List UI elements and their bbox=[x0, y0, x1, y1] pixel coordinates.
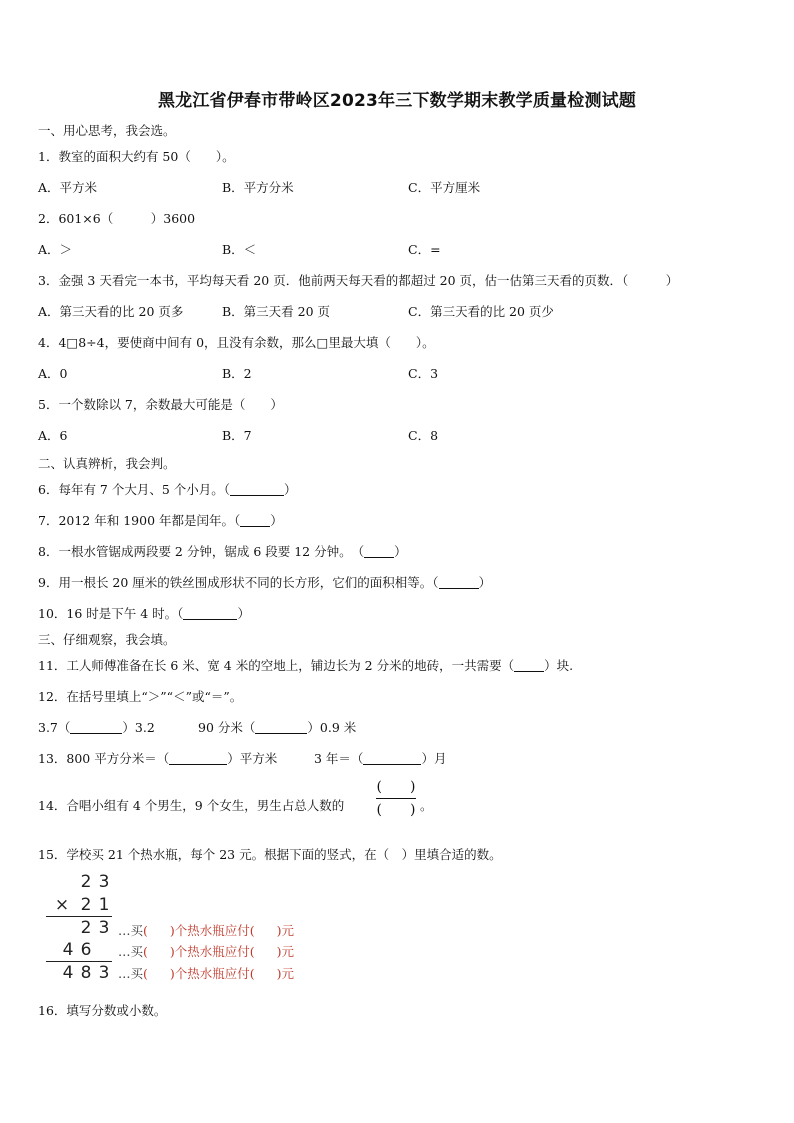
q12-part-2-right: ）0.9 米 bbox=[307, 720, 357, 735]
question-13-part-1 bbox=[38, 749, 277, 767]
q12-part-1-blank[interactable] bbox=[70, 721, 122, 734]
section-1-heading: 一、用心思考，我会选。 bbox=[38, 123, 176, 138]
q1-option-b[interactable]: B．平方分米 bbox=[222, 180, 294, 195]
calc-line bbox=[46, 961, 112, 962]
q6-answer-blank[interactable] bbox=[230, 483, 284, 496]
q8-text: 8．一根水管锯成两段要 2 分钟，锯成 6 段要 12 分钟。 （ bbox=[38, 544, 365, 559]
q11-text: 11．工人师傅准备在长 6 米、宽 4 米的空地上，铺边长为 2 分米的地砖，一共需要（ bbox=[38, 658, 515, 673]
question-2: 2．601×6（ ）3600 bbox=[38, 211, 196, 226]
q6-text: 6．每年有 7 个大月、5 个小月。（ bbox=[38, 482, 231, 497]
q3-option-a[interactable]: A．第三天看的比 20 页多 bbox=[38, 304, 184, 319]
note-close: )元 bbox=[276, 966, 295, 981]
q13-part-2-left: 3 年＝（ bbox=[314, 751, 364, 766]
question-8 bbox=[38, 542, 407, 560]
digit: 1 bbox=[98, 895, 110, 915]
digit: 2 bbox=[80, 895, 92, 915]
q1-option-a[interactable]: A．平方米 bbox=[38, 180, 98, 195]
q4-option-c[interactable]: C．3 bbox=[408, 366, 439, 381]
q13-part-1-blank[interactable] bbox=[169, 752, 227, 765]
digit: 3 bbox=[98, 872, 110, 892]
q12-part-2 bbox=[198, 718, 356, 736]
vertical-multiplication bbox=[44, 868, 364, 988]
q8-close: ） bbox=[394, 544, 407, 559]
question-12: 12．在括号里填上“＞”“＜”或“＝”。 bbox=[38, 689, 243, 704]
digit: 6 bbox=[80, 940, 92, 960]
note-open: ( bbox=[143, 966, 148, 981]
calc-line bbox=[46, 916, 112, 917]
calc-note-2 bbox=[118, 942, 294, 960]
question-5: 5．一个数除以 7，余数最大可能是（ ） bbox=[38, 397, 283, 412]
question-11 bbox=[38, 656, 573, 674]
q10-text: 10．16 时是下午 4 时。（ bbox=[38, 606, 184, 621]
calc-note-3 bbox=[118, 964, 294, 982]
note-prefix: …买 bbox=[118, 923, 144, 938]
q4-option-a[interactable]: A．0 bbox=[38, 366, 68, 381]
q10-answer-blank[interactable] bbox=[183, 607, 237, 620]
q2-option-b[interactable]: B．＜ bbox=[222, 242, 257, 257]
q13-part-1-left: 13．800 平方分米＝（ bbox=[38, 751, 170, 766]
q6-close: ） bbox=[284, 482, 297, 497]
q13-part-2-right: ）月 bbox=[421, 751, 447, 766]
q11-close: ）块. bbox=[544, 658, 574, 673]
q2-option-a[interactable]: A．＞ bbox=[38, 242, 73, 257]
q14-numerator-blank[interactable]: ( ) bbox=[376, 779, 416, 795]
q12-part-1 bbox=[38, 718, 155, 736]
question-4: 4．4□8÷4，要使商中间有 0，且没有余数，那么□里最大填（ ）。 bbox=[38, 335, 435, 350]
note-mid: )个热水瓶应付( bbox=[169, 966, 255, 981]
question-15: 15．学校买 21 个热水瓶，每个 23 元。根据下面的竖式，在（ ）里填合适的数。 bbox=[38, 847, 502, 862]
digit: 8 bbox=[80, 963, 92, 983]
q12-part-2-left: 90 分米（ bbox=[198, 720, 256, 735]
q10-close: ） bbox=[237, 606, 250, 621]
question-14: 14．合唱小组有 4 个男生，9 个女生，男生占总人数的 bbox=[38, 798, 345, 813]
question-6 bbox=[38, 480, 297, 498]
q9-close: ） bbox=[478, 575, 492, 590]
digit: 4 bbox=[62, 940, 74, 960]
q12-part-1-right: ）3.2 bbox=[122, 720, 155, 735]
q1-option-c[interactable]: C．平方厘米 bbox=[408, 180, 481, 195]
q8-answer-blank[interactable] bbox=[364, 545, 394, 558]
question-7 bbox=[38, 511, 283, 529]
q3-option-b[interactable]: B．第三天看 20 页 bbox=[222, 304, 331, 319]
q4-option-b[interactable]: B．2 bbox=[222, 366, 252, 381]
q12-part-2-blank[interactable] bbox=[255, 721, 307, 734]
note-mid: )个热水瓶应付( bbox=[169, 923, 255, 938]
page-title: 黑龙江省伊春市带岭区2023年三下数学期末教学质量检测试题 bbox=[157, 91, 637, 111]
q9-answer-blank[interactable] bbox=[439, 576, 479, 589]
calc-note-1 bbox=[118, 921, 294, 939]
q13-part-1-right: ）平方米 bbox=[227, 751, 278, 766]
q3-option-c[interactable]: C．第三天看的比 20 页少 bbox=[408, 304, 554, 319]
note-close: )元 bbox=[276, 923, 295, 938]
q5-option-c[interactable]: C．8 bbox=[408, 428, 439, 443]
note-open: ( bbox=[143, 944, 148, 959]
q14-end: 。 bbox=[420, 798, 433, 813]
q14-fraction bbox=[376, 777, 416, 820]
note-close: )元 bbox=[276, 944, 295, 959]
q7-answer-blank[interactable] bbox=[240, 514, 270, 527]
digit: 4 bbox=[62, 963, 74, 983]
q7-text: 7．2012 年和 1900 年都是闰年。（ bbox=[38, 513, 241, 528]
multiply-sign: × bbox=[54, 895, 70, 915]
question-16: 16．填写分数或小数。 bbox=[38, 1003, 167, 1018]
note-open: ( bbox=[143, 923, 148, 938]
question-10 bbox=[38, 604, 250, 622]
q9-text: 9．用一根长 20 厘米的铁丝围成形状不同的长方形，它们的面积相等。（ bbox=[38, 575, 439, 590]
q14-denominator-blank[interactable]: ( ) bbox=[376, 802, 416, 818]
digit: 2 bbox=[80, 872, 92, 892]
note-mid: )个热水瓶应付( bbox=[169, 944, 255, 959]
section-3-heading: 三、仔细观察，我会填。 bbox=[38, 632, 176, 647]
question-9 bbox=[38, 573, 491, 591]
q2-option-c[interactable]: C．= bbox=[408, 242, 441, 257]
q13-part-2-blank[interactable] bbox=[363, 752, 421, 765]
q11-answer-blank[interactable] bbox=[514, 659, 544, 672]
question-3: 3．金强 3 天看完一本书，平均每天看 20 页．他前两天每天看的都超过 20 页，估一估第三天看的页数．（ ） bbox=[38, 273, 679, 288]
digit: 2 bbox=[80, 918, 92, 938]
section-2-heading: 二、认真辨析，我会判。 bbox=[38, 456, 176, 471]
note-prefix: …买 bbox=[118, 966, 144, 981]
q5-option-a[interactable]: A．6 bbox=[38, 428, 68, 443]
digit: 3 bbox=[98, 963, 110, 983]
question-13-part-2 bbox=[314, 749, 446, 767]
q5-option-b[interactable]: B．7 bbox=[222, 428, 252, 443]
q12-part-1-left: 3.7（ bbox=[38, 720, 71, 735]
question-1: 1．教室的面积大约有 50（ ）。 bbox=[38, 149, 235, 164]
note-prefix: …买 bbox=[118, 944, 144, 959]
digit: 3 bbox=[98, 918, 110, 938]
fraction-bar bbox=[376, 798, 416, 799]
q7-close: ） bbox=[270, 513, 283, 528]
